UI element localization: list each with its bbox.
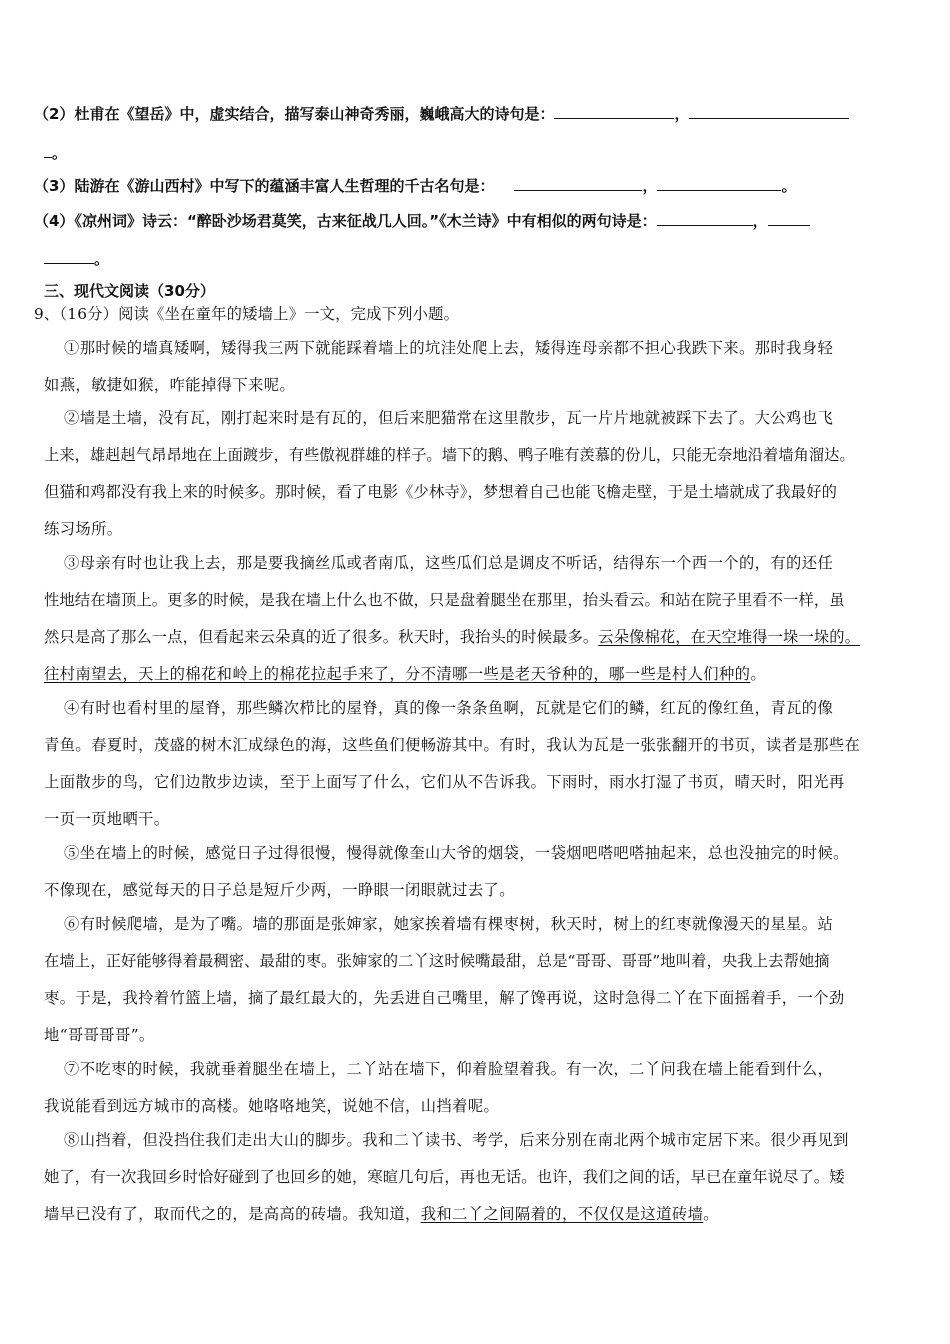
question-4-label: （4） (34, 212, 75, 230)
question-4 (34, 211, 810, 231)
passage-p3-line1: ③母亲有时也让我上去，那是要我摘丝瓜或者南瓜，这些瓜们总是调皮不听话，结得东一个西一个的，有的还任 (64, 554, 834, 572)
passage-p5-line2: 不像现在，感觉每天的日子总是短斤少两，一睁眼一闭眼就过去了。 (44, 881, 515, 899)
passage-p1-line2: 如燕，敏捷如猴，咋能掉得下来呢。 (44, 376, 296, 394)
passage-p6-line4: 地“哥哥哥哥”。 (44, 1026, 155, 1044)
answer-blank-3a[interactable] (514, 176, 642, 191)
passage-p2-line4: 练习场所。 (44, 520, 123, 538)
question-3-end: 。 (781, 177, 797, 195)
passage-p6-line3: 枣。于是，我拎着竹篮上墙，摘了最红最大的，先丢进自己嘴里，解了馋再说，这时急得二丫在下面摇着手，一个劲 (44, 989, 845, 1007)
question-2-continuation (44, 143, 67, 163)
question-3-label: （3） (34, 177, 75, 195)
passage-p3-line4 (44, 664, 766, 684)
question-2 (34, 104, 849, 124)
passage-p8-line1: ⑧山挡着，但没挡住我们走出大山的脚步。我和二丫读书、考学，后来分别在南北两个城市定居下来。很少再见到 (64, 1131, 849, 1149)
question-9-intro: 9、（16分）阅读《坐在童年的矮墙上》一文，完成下列小题。 (34, 305, 460, 323)
passage-p2-line2: 上来，雄赳赳气昂昂地在上面踱步，有些傲视群雄的样子。墙下的鹅、鸭子唯有羡慕的份儿，只能无奈地沿着墙角溜达。 (44, 446, 855, 464)
passage-p4-line2: 青鱼。春夏时，茂盛的树木汇成绿色的海，这些鱼们便畅游其中。有时，我认为瓦是一张张翻开的书页，读者是那些在 (44, 736, 861, 754)
underlined-sentence-brick-wall: 我和二丫之间隔着的，不仅仅是这道砖墙 (420, 1205, 704, 1223)
passage-p8-line2: 她了，有一次我回乡时恰好碰到了也回乡的她，寒暄几句后，再也无话。也许，我们之间的话，早已在童年说尽了。矮 (44, 1168, 845, 1186)
question-3 (34, 176, 796, 196)
passage-p3-line4-end: 。 (750, 665, 767, 683)
question-2-label: （2） (34, 105, 75, 123)
section-title: 三、现代文阅读（30分） (44, 282, 215, 300)
passage-p5-line1: ⑤坐在墙上的时候，感觉日子过得很慢，慢得就像奎山大爷的烟袋，一袋烟吧嗒吧嗒抽起来，总也没抽完的时候。 (64, 844, 849, 862)
passage-p7-line2: 我说能看到远方城市的高楼。她咯咯地笑，说她不信，山挡着呢。 (44, 1097, 500, 1115)
question-2-prompt: 杜甫在《望岳》中，虚实结合，描写泰山神奇秀丽，巍峨高大的诗句是： (74, 105, 555, 123)
passage-p6-line2: 在墙上，正好能够得着最稠密、最甜的枣。张婶家的二丫这时候嘴最甜，总是“哥哥、哥哥”地叫着，央我上去帮她摘 (44, 952, 830, 970)
answer-blank-2b[interactable] (689, 104, 849, 119)
question-3-prompt: 陆游在《游山西村》中写下的蕴涵丰富人生哲理的千古名句是： (74, 177, 495, 195)
passage-p3-line3 (44, 627, 860, 647)
answer-blank-2c[interactable] (44, 143, 52, 158)
passage-p2-line1: ②墙是土墙，没有瓦，刚打起来时是有瓦的，但后来肥猫常在这里散步，瓦一片片地就被踩下去了。大公鸡也飞 (64, 409, 834, 427)
passage-p8-line3 (44, 1204, 719, 1224)
passage-p1-line1: ①那时候的墙真矮啊，矮得我三两下就能踩着墙上的坑洼处爬上去，矮得连母亲都不担心我跌下来。那时我身轻 (64, 339, 834, 357)
passage-p3-line3-text: 然只是高了那么一点，但看起来云朵真的近了很多。秋天时，我抬头的时候最多。 (44, 628, 599, 646)
passage-p7-line1: ⑦不吃枣的时候，我就垂着腿坐在墙上，二丫站在墙下，仰着脸望着我。有一次，二丫问我在墙上能看到什么， (64, 1060, 834, 1078)
passage-p4-line3: 上面散步的鸟，它们边散步边读，至于上面写了什么，它们从不告诉我。下雨时，雨水打湿了书页，晴天时，阳光再 (44, 773, 845, 791)
question-2-comma: ， (674, 105, 690, 123)
question-3-comma: ， (642, 177, 658, 195)
question-2-end: 。 (52, 144, 68, 162)
answer-blank-3b[interactable] (657, 176, 781, 191)
passage-p4-line4: 一页一页地晒干。 (44, 810, 170, 828)
passage-p8-line3-end: 。 (703, 1205, 719, 1223)
question-4-prompt: 《凉州词》诗云：“醉卧沙场君莫笑，古来征战几人回。”《木兰诗》中有相似的两句诗是： (74, 212, 657, 230)
passage-p6-line1: ⑥有时候爬墙，是为了嘴。墙的那面是张婶家，她家挨着墙有棵枣树，秋天时，树上的红枣就像漫天的星星。站 (64, 915, 834, 933)
underlined-sentence-cotton: 往村南望去，天上的棉花和岭上的棉花拉起手来了，分不清哪一些是老天爷种的，哪一些是村人们种的 (44, 665, 751, 683)
answer-blank-4b[interactable] (768, 211, 810, 226)
answer-blank-4c[interactable] (44, 249, 94, 264)
question-4-end: 。 (94, 250, 110, 268)
passage-p8-line3-text: 墙早已没有了，取而代之的，是高高的砖墙。我知道， (44, 1205, 421, 1223)
underlined-sentence-clouds: 云朵像棉花，在天空堆得一垛一垛的。 (598, 628, 861, 646)
passage-p3-line2: 性地结在墙顶上。更多的时候，是我在墙上什么也不做，只是盘着腿坐在那里，抬头看云。和站在院子里看不一样，虽 (44, 591, 845, 609)
question-4-continuation (44, 249, 109, 269)
question-4-comma: ， (752, 212, 768, 230)
answer-blank-2a[interactable] (554, 104, 674, 119)
answer-blank-4a[interactable] (657, 211, 753, 226)
passage-p4-line1: ④有时也看村里的屋脊，那些鳞次栉比的屋脊，真的像一条条鱼啊，瓦就是它们的鳞，红瓦的像红鱼，青瓦的像 (64, 699, 834, 717)
passage-p2-line3: 但猫和鸡都没有我上来的时候多。那时候，看了电影《少林寺》，梦想着自己也能飞檐走壁，于是土墙就成了我最好的 (44, 483, 837, 501)
